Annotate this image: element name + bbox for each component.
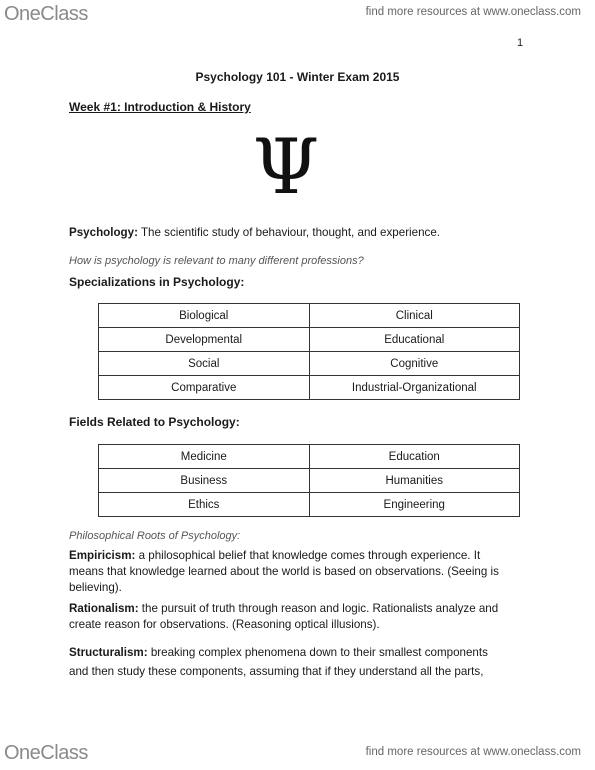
table-cell: Biological (99, 304, 310, 328)
table-cell: Comparative (99, 376, 310, 400)
logo-text: OneClass (4, 3, 88, 25)
table-cell: Education (309, 445, 520, 469)
specializations-table (98, 303, 520, 400)
table-row (99, 304, 520, 328)
oneclass-logo-footer[interactable] (4, 742, 88, 765)
table-cell: Business (99, 469, 310, 493)
psychology-term: Psychology: (69, 226, 138, 239)
table-cell: Medicine (99, 445, 310, 469)
empiricism-def: a philosophical belief that knowledge comes through experience. It means that knowledge learned about the world is based on observations. (Seeing is believing). (69, 549, 499, 594)
question-text: How is psychology is relevant to many different professions? (69, 255, 364, 267)
table-cell: Cognitive (309, 352, 520, 376)
psychology-def-text: The scientific study of behaviour, thought, and experience. (137, 226, 440, 239)
page-number: 1 (517, 37, 524, 49)
table-cell: Clinical (309, 304, 520, 328)
rationalism-term: Rationalism: (69, 602, 139, 615)
structuralism-paragraph (69, 643, 509, 681)
specializations-heading: Specializations in Psychology: (69, 275, 245, 289)
table-row (99, 445, 520, 469)
table-cell: Humanities (309, 469, 520, 493)
psi-symbol-icon: Ψ (252, 122, 320, 211)
table-cell: Industrial-Organizational (309, 376, 520, 400)
table-row (99, 469, 520, 493)
table-row (99, 376, 520, 400)
oneclass-logo[interactable] (4, 3, 88, 26)
rationalism-def: the pursuit of truth through reason and logic. Rationalists analyze and create reason for observations. (Reasoning optical illusions). (69, 602, 499, 631)
document-title: Psychology 101 - Winter Exam 2015 (195, 70, 400, 84)
fields-table (98, 444, 520, 517)
rationalism-paragraph (69, 601, 509, 633)
fields-heading: Fields Related to Psychology: (69, 415, 240, 429)
week-heading: Week #1: Introduction & History (69, 100, 251, 114)
psychology-definition (69, 225, 509, 241)
empiricism-term: Empiricism: (69, 549, 136, 562)
roots-heading: Philosophical Roots of Psychology: (69, 530, 241, 542)
resources-link-footer[interactable]: find more resources at www.oneclass.com (365, 746, 581, 758)
table-cell: Developmental (99, 328, 310, 352)
table-cell: Ethics (99, 493, 310, 517)
resources-link[interactable]: find more resources at www.oneclass.com (365, 6, 581, 18)
table-row (99, 352, 520, 376)
logo-text: OneClass (4, 742, 88, 764)
empiricism-paragraph (69, 548, 509, 596)
structuralism-term: Structuralism: (69, 646, 148, 659)
table-cell: Educational (309, 328, 520, 352)
table-row (99, 328, 520, 352)
table-cell: Engineering (309, 493, 520, 517)
table-cell: Social (99, 352, 310, 376)
table-row (99, 493, 520, 517)
structuralism-def: breaking complex phenomena down to their smallest components and then study these components, assuming that if they understand all the parts, (69, 646, 488, 678)
